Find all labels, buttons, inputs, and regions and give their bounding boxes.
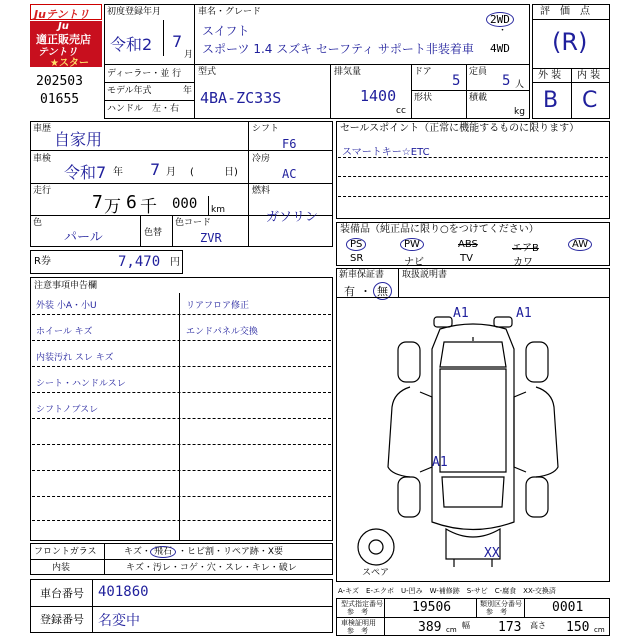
logo-ju: Ju — [58, 21, 69, 32]
aircon-value: AC — [282, 167, 297, 181]
receipt-no-line1: 202503 — [36, 74, 83, 89]
length-label: 車検証明用 — [341, 619, 376, 627]
logo-tentori: テントリ — [38, 47, 78, 58]
equip-sr: SR — [350, 253, 364, 264]
sales-point-box — [336, 121, 610, 219]
drive-4wd: 4WD — [490, 42, 510, 55]
front-glass-post: ・ヒビ割・リペア跡・X要 — [178, 547, 283, 557]
first-reg-era: 令和2 — [110, 35, 153, 54]
type-designation-label: 型式指定番号 — [341, 600, 383, 608]
color-code-label: 色コード — [175, 218, 212, 228]
capacity-label: 定員 — [469, 67, 488, 77]
car-name: スイフト — [202, 24, 250, 38]
model-year-suffix: 年 — [183, 86, 193, 96]
width-value: 173 — [498, 620, 522, 635]
note-left-2: ホイール キズ — [36, 327, 93, 337]
drive-2wd: 2WD — [486, 12, 514, 27]
type-label: 型式 — [198, 67, 217, 77]
height-value: 150 — [566, 620, 590, 635]
width-label: 幅 — [462, 621, 470, 630]
front-glass-circled: 飛石 — [150, 546, 176, 558]
warranty-yes: 有 — [344, 285, 355, 298]
spare-label: スペア — [362, 568, 390, 578]
equip-navi: ナビ — [404, 257, 424, 268]
mileage-rest: 000 — [172, 196, 198, 212]
interior-label: 内 装 — [577, 70, 601, 81]
rating-value: (R) — [552, 28, 588, 56]
type-value: 4BA-ZC33S — [200, 89, 282, 107]
damage-mark-rear: XX — [484, 546, 500, 561]
note-left-3: 内装汚れ スレ キズ — [36, 353, 114, 363]
height-unit: cm — [594, 626, 605, 634]
color-label: 色 — [33, 218, 43, 228]
front-glass-pre: キズ・ — [124, 547, 151, 557]
type-designation-sub: 参 考 — [347, 608, 368, 616]
fuel-value: ガソリン — [266, 210, 319, 225]
category-sub: 参 考 — [486, 608, 507, 616]
mileage-label: 走行 — [33, 186, 52, 196]
first-reg-month: 7 — [172, 32, 183, 51]
car-outline-diagram — [336, 297, 610, 582]
sales-point-label: セールスポイント（正常に機能するものに限ります） — [340, 123, 580, 134]
recycle-label: R券 — [34, 256, 51, 267]
door-value: 5 — [452, 73, 461, 89]
capacity-unit: 人 — [515, 80, 525, 90]
warranty-label: 新車保証書 — [339, 270, 385, 280]
aircon-label: 冷房 — [252, 154, 271, 164]
equip-pw: PW — [400, 238, 424, 251]
note-left-5: シフトノブスレ — [36, 405, 99, 415]
dealer-logo — [30, 4, 102, 68]
history-value: 自家用 — [54, 130, 103, 149]
history-label: 車歴 — [33, 124, 52, 134]
car-grade: スポーツ 1.4 スズキ セーフティ サポート非装着車 — [202, 42, 474, 56]
inspection-label: 車検 — [33, 154, 52, 164]
equipment-label: 装備品（純正品に限り○をつけてください） — [340, 224, 539, 235]
exterior-label: 外 装 — [538, 70, 562, 81]
displacement-value: 1400 — [360, 87, 397, 105]
interior-row-text: キズ・汚レ・コゲ・穴・スレ・キレ・破レ — [126, 563, 297, 573]
equip-abs: ABS — [458, 239, 478, 250]
recycle-value: 7,470 — [118, 254, 161, 270]
note-right-2: エンドパネル交換 — [186, 327, 258, 337]
damage-mark-front-right: A1 — [516, 306, 532, 321]
mileage-sen: 6 — [126, 192, 137, 213]
color-code-value: ZVR — [200, 231, 222, 245]
height-label: 高さ — [530, 621, 546, 630]
inspection-month: 7 — [150, 160, 161, 179]
registration-value: 名変中 — [98, 613, 140, 629]
shift-value: F6 — [282, 137, 297, 151]
sales-point-text: スマートキー☆ETC — [342, 147, 430, 158]
front-glass-label: フロントガラス — [34, 547, 97, 557]
dealer-label: ディーラー・並 行 — [107, 69, 182, 79]
length-sub: 参 考 — [347, 627, 368, 635]
drive-dot: ・ — [498, 26, 508, 36]
displacement-unit: cc — [396, 106, 406, 116]
inspection-month-suffix: 月 — [166, 167, 176, 178]
recycle-unit: 円 — [170, 257, 180, 268]
model-year-label: モデル年式 — [107, 86, 152, 96]
color-tone-label: 色替 — [144, 228, 163, 238]
logo-star: ★スター — [50, 58, 89, 69]
equip-ps: PS — [346, 238, 366, 251]
rating-label: 評 価 点 — [540, 6, 590, 17]
manual-label: 取扱説明書 — [402, 270, 448, 280]
first-reg-label: 初度登録年月 — [107, 7, 162, 17]
warranty-sep: ・ — [360, 285, 371, 298]
category-label: 類別区分番号 — [480, 600, 522, 608]
receipt-no-line2: 01655 — [40, 92, 80, 107]
damage-mark-front-left: A1 — [453, 306, 469, 321]
type-designation-value: 19506 — [412, 600, 452, 615]
equip-airbag: エアB — [512, 243, 539, 254]
note-left-1: 外装 小A・小U — [36, 301, 97, 311]
capacity-value: 5 — [502, 73, 511, 89]
color-value: パール — [64, 230, 103, 245]
handle-label: ハンドル 左・右 — [107, 104, 180, 114]
mileage-unit: km — [211, 205, 225, 215]
notes-label: 注意事項申告欄 — [34, 281, 98, 291]
equip-leather: カワ — [513, 257, 533, 268]
load-unit: kg — [514, 107, 525, 117]
load-label: 積載 — [469, 93, 488, 103]
chassis-label: 車台番号 — [40, 587, 84, 600]
length-value: 389 — [418, 620, 442, 635]
warranty-no: 無 — [373, 282, 392, 300]
logo-text: Juテントリ — [34, 8, 90, 21]
door-label: ドア — [414, 67, 432, 77]
damage-legend: A-キズ E-エクボ U-凹み W-補修跡 S-サビ C-腐食 XX-交換済 — [338, 587, 556, 595]
month-suffix: 月 — [184, 50, 194, 60]
length-unit: cm — [446, 626, 457, 634]
shape-label: 形状 — [414, 93, 433, 103]
chassis-value: 401860 — [98, 584, 149, 600]
inspection-day-close: 日) — [224, 167, 238, 178]
mileage-man-unit: 万 — [104, 197, 121, 217]
note-left-4: シート・ハンドルスレ — [36, 379, 126, 389]
inspection-day-open: ( — [190, 167, 194, 178]
logo-store: 適正販売店 — [36, 33, 91, 46]
fuel-label: 燃料 — [252, 186, 271, 196]
equip-aw: AW — [568, 238, 592, 251]
note-right-1: リアフロア修正 — [186, 301, 250, 311]
name-grade-label: 車名・グレード — [198, 7, 262, 17]
interior-value: C — [582, 88, 598, 113]
category-value: 0001 — [552, 600, 584, 615]
shift-label: シフト — [252, 124, 280, 134]
inspection-year-suffix: 年 — [113, 167, 123, 178]
inspection-era: 令和7 — [64, 163, 107, 182]
mileage-man: 7 — [92, 192, 103, 213]
equip-tv: TV — [460, 253, 473, 264]
exterior-value: B — [543, 88, 559, 113]
damage-mark-side: A1 — [432, 455, 448, 470]
mileage-sen-unit: 千 — [140, 197, 157, 217]
logo-block — [30, 21, 102, 67]
interior-row-label: 内装 — [52, 563, 71, 573]
logo-banner — [30, 4, 102, 20]
registration-label: 登録番号 — [40, 613, 84, 626]
displacement-label: 排気量 — [334, 67, 362, 77]
